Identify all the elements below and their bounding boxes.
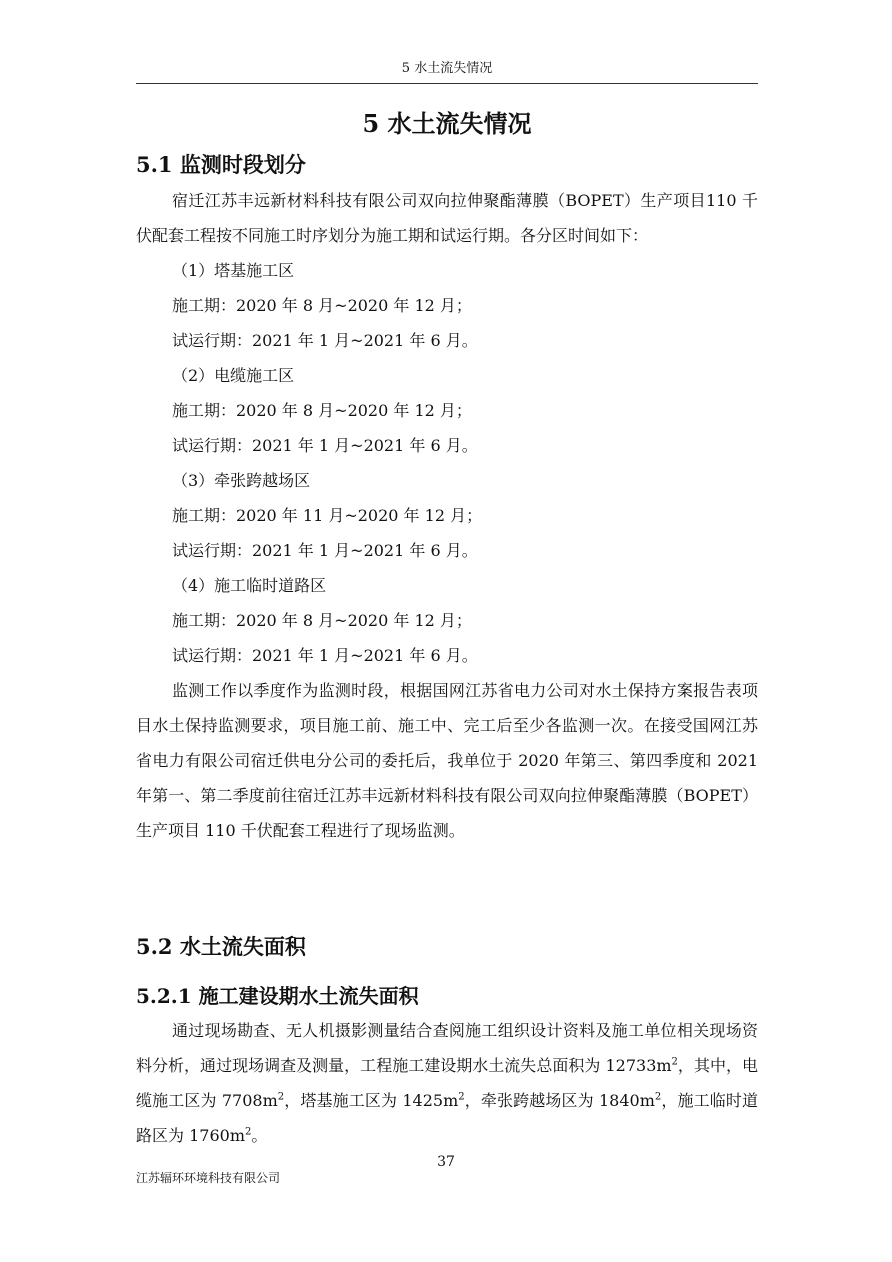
intro-paragraph: 宿迁江苏丰远新材料科技有限公司双向拉伸聚酯薄膜（BOPET）生产项目110 千伏配套工程按不同施工时序划分为施工期和试运行期。各分区时间如下： xyxy=(136,191,758,245)
sq-unit: 2 xyxy=(244,1126,252,1138)
section-5-2-1-body xyxy=(136,1013,758,1153)
zone-1-name: （1）塔基施工区 xyxy=(172,261,295,280)
zone-3-trial: 试运行期：2021 年 1 月~2021 年 6 月。 xyxy=(172,541,478,560)
zone-4-trial: 试运行期：2021 年 1 月~2021 年 6 月。 xyxy=(172,646,478,665)
page-number: 37 xyxy=(437,1154,455,1170)
area-text-sep: ，其中，电缆施工区为 xyxy=(136,1056,758,1110)
sq-unit: 2 xyxy=(277,1091,285,1103)
sq-unit: 2 xyxy=(671,1056,678,1068)
sq-unit: 2 xyxy=(654,1091,662,1103)
zone-1-construction: 施工期：2020 年 8 月~2020 年 12 月； xyxy=(172,296,472,315)
zone-3-construction: 施工期：2020 年 11 月~2020 年 12 月； xyxy=(172,506,483,525)
zone-4-construction: 施工期：2020 年 8 月~2020 年 12 月； xyxy=(172,611,472,630)
area-text-sep: ，牵张跨越场区为 xyxy=(464,1091,599,1110)
zone-3-name: （3）牵张跨越场区 xyxy=(172,471,311,490)
area-text-end: 。 xyxy=(251,1126,268,1145)
section-heading-5-1: 5.1 监测时段划分 xyxy=(136,152,306,177)
zone-4-name: （4）施工临时道路区 xyxy=(172,576,327,595)
area-text-sep: ，塔基施工区为 xyxy=(284,1091,403,1110)
area-paragraph xyxy=(136,1013,758,1153)
total-area-value: 12733m xyxy=(605,1056,672,1075)
tension-area-value: 1840m xyxy=(598,1091,655,1110)
zone-2-name: （2）电缆施工区 xyxy=(172,366,295,385)
zone-2-trial: 试运行期：2021 年 1 月~2021 年 6 月。 xyxy=(172,436,478,455)
section-5-1-body xyxy=(136,183,758,848)
cable-area-value: 7708m xyxy=(221,1091,278,1110)
footer-company: 江苏辐环环境科技有限公司 xyxy=(136,1171,281,1185)
road-area-value: 1760m xyxy=(189,1126,245,1145)
tower-area-value: 1425m xyxy=(402,1091,459,1110)
area-text-sep: ，施工临时道路区为 xyxy=(136,1091,758,1145)
running-header: 5 水土流失情况 xyxy=(401,61,493,76)
monitoring-paragraph: 监测工作以季度作为监测时段，根据国网江苏省电力公司对水土保持方案报告表项目水土保持监测要求，项目施工前、施工中、完工后至少各监测一次。在接受国网江苏省电力有限公司宿迁供电分公司的委托后，我单位于 2020 年第三、第四季度和 2021 年第一、第二季度前往宿迁江苏丰远新材料科技有限公司双向拉伸聚酯薄膜（BOPET）生产项目 110 千伏配套工程进行了现场监测。 xyxy=(136,681,758,840)
chapter-title: 5 水土流失情况 xyxy=(362,109,532,138)
sq-unit: 2 xyxy=(458,1091,465,1103)
header-rule xyxy=(136,83,758,84)
zone-2-construction: 施工期：2020 年 8 月~2020 年 12 月； xyxy=(172,401,472,420)
section-heading-5-2: 5.2 水土流失面积 xyxy=(136,934,306,959)
zone-1-trial: 试运行期：2021 年 1 月~2021 年 6 月。 xyxy=(172,331,478,350)
area-text-start: 通过现场勘查、无人机摄影测量结合查阅施工组织设计资料及施工单位相关现场资料分析，通过现场调查及测量，工程施工建设期水土流失总面积为 xyxy=(136,1021,758,1075)
subsection-heading-5-2-1: 5.2.1 施工建设期水土流失面积 xyxy=(136,984,419,1008)
